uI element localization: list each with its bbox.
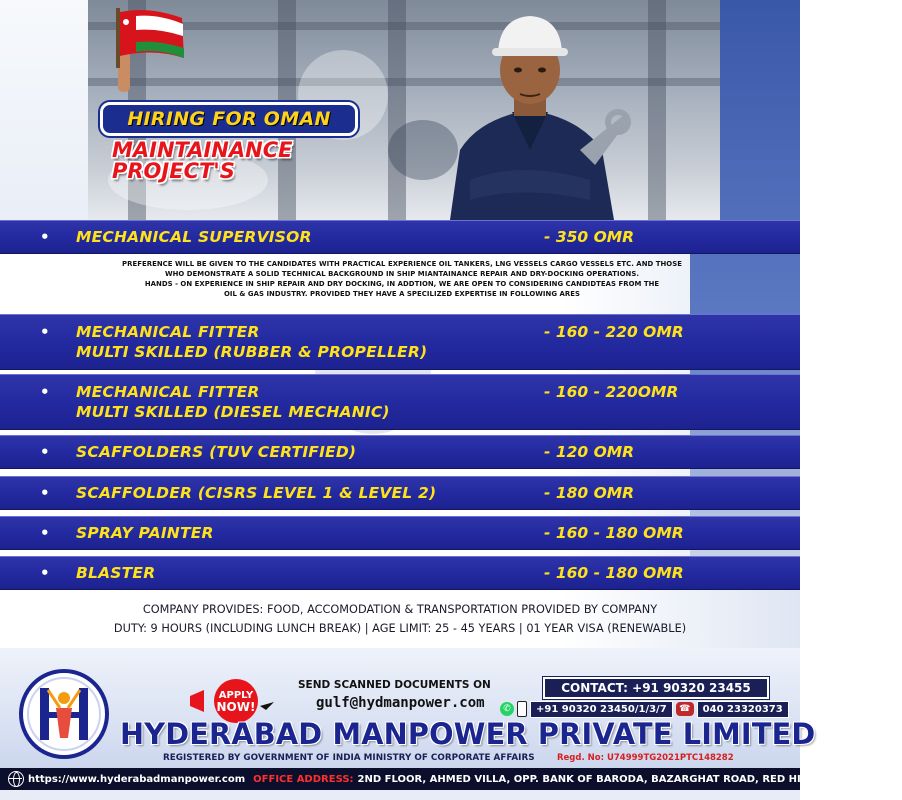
bullet: • xyxy=(40,383,50,401)
job-row xyxy=(0,476,800,510)
job-salary: - 160 - 220OMR xyxy=(544,383,679,401)
job-row xyxy=(0,435,800,469)
job-row xyxy=(0,220,800,254)
job-salary: - 160 - 180 OMR xyxy=(544,564,684,582)
job-title xyxy=(76,382,390,422)
contact-number[interactable]: CONTACT: +91 90320 23455 xyxy=(543,677,769,699)
bullet: • xyxy=(40,564,50,582)
office-address: 2ND FLOOR, AHMED VILLA, OPP. BANK OF BARODA, BAZARGHAT ROAD, RED HILLS, HYDERABAD. xyxy=(357,773,902,785)
landline-number[interactable]: 040 23320373 xyxy=(697,701,789,718)
apply-line2: NOW! xyxy=(216,700,256,714)
project-title-line1: MAINTAINANCE xyxy=(112,138,293,162)
job-salary: - 350 OMR xyxy=(544,228,635,246)
bullet: • xyxy=(40,524,50,542)
footer-bar xyxy=(0,768,902,790)
registered-text: REGISTERED BY GOVERNMENT OF INDIA MINISTRY OF CORPORATE AFFAIRS xyxy=(163,753,535,763)
job-title: SPRAY PAINTER xyxy=(76,524,214,542)
job-row xyxy=(0,374,800,430)
job-salary: - 180 OMR xyxy=(544,484,635,502)
job-salary: - 160 - 220 OMR xyxy=(544,323,684,341)
footer-strip xyxy=(0,790,800,800)
registration-number: Regd. No: U74999TG2021PTC148282 xyxy=(557,753,734,763)
apply-line1: APPLY xyxy=(218,690,254,701)
job-row xyxy=(0,314,800,370)
send-documents-label: SEND SCANNED DOCUMENTS ON xyxy=(298,679,491,691)
job-title-line1: MECHANICAL FITTER xyxy=(76,383,260,401)
perks-line: COMPANY PROVIDES: FOOD, ACCOMODATION & TRANSPORTATION PROVIDED BY COMPANY xyxy=(142,603,658,616)
worker-image xyxy=(430,0,630,220)
hiring-tag xyxy=(100,102,358,136)
globe-icon xyxy=(8,771,24,787)
job-salary: - 120 OMR xyxy=(544,443,635,461)
email-link[interactable]: gulf@hydmanpower.com xyxy=(316,695,485,711)
contact-row xyxy=(500,700,789,718)
mobile-icon xyxy=(517,701,527,717)
company-name: HYDERABAD MANPOWER PRIVATE LIMITED xyxy=(120,717,816,751)
job-title: SCAFFOLDER (CISRS LEVEL 1 & LEVEL 2) xyxy=(76,484,437,502)
office-label: OFFICE ADDRESS: xyxy=(253,773,354,785)
left-shade xyxy=(0,0,90,220)
bullet: • xyxy=(40,228,50,246)
job-title: SCAFFOLDERS (TUV CERTIFIED) xyxy=(76,443,357,461)
job-title-line2: MULTI SKILLED (DIESEL MECHANIC) xyxy=(76,403,390,421)
whatsapp-number[interactable]: +91 90320 23450/1/3/7 xyxy=(530,701,673,718)
preference-line: OIL & GAS INDUSTRY. PROVIDED THEY HAVE A SPECILIZED EXPERTISE IN FOLLOWING ARES xyxy=(223,290,581,298)
preference-line: WHO DEMONSTRATE A SOLID TECHNICAL BACKGROUND IN SHIP MIANTAINANCE REPAIR AND DRY-DOCKING OPERATIONS. xyxy=(164,270,640,278)
bullet: • xyxy=(40,484,50,502)
job-row xyxy=(0,516,800,550)
bullet: • xyxy=(40,443,50,461)
preference-line: HANDS - ON EXPERIENCE IN SHIP REPAIR AND DRY DOCKING, IN ADDTION, WE ARE OPEN TO CONSIDERING CANDIDTEAS FROM THE xyxy=(144,280,660,288)
project-title-line2: PROJECT'S xyxy=(112,159,235,183)
perks-line: DUTY: 9 HOURS (INCLUDING LUNCH BREAK) | AGE LIMIT: 25 - 45 YEARS | 01 YEAR VISA (RENEWABLE) xyxy=(113,622,687,635)
company-logo-icon xyxy=(18,668,110,760)
landline-icon: ☎ xyxy=(676,702,694,716)
job-title-line2: MULTI SKILLED (RUBBER & PROPELLER) xyxy=(76,343,428,361)
hiring-tag-text: HIRING FOR OMAN xyxy=(127,108,331,130)
project-title xyxy=(112,140,292,182)
company-provides xyxy=(0,600,800,638)
job-title: BLASTER xyxy=(76,564,156,582)
preference-line: PREFERENCE WILL BE GIVEN TO THE CANDIDATES WITH PRACTICAL EXPERIENCE OIL TANKERS, LNG VESSELS CARGO VESSELS ETC. AND THOSE xyxy=(122,260,682,268)
job-title: MECHANICAL SUPERVISOR xyxy=(76,228,312,246)
job-row xyxy=(0,556,800,590)
job-title-line1: MECHANICAL FITTER xyxy=(76,323,260,341)
preference-text xyxy=(96,259,708,299)
job-title xyxy=(76,322,427,362)
oman-flag-icon xyxy=(104,4,194,96)
website-link[interactable]: https://www.hyderabadmanpower.com xyxy=(28,773,246,785)
job-salary: - 160 - 180 OMR xyxy=(544,524,684,542)
whatsapp-icon: ✆ xyxy=(500,702,514,716)
bullet: • xyxy=(40,323,50,341)
